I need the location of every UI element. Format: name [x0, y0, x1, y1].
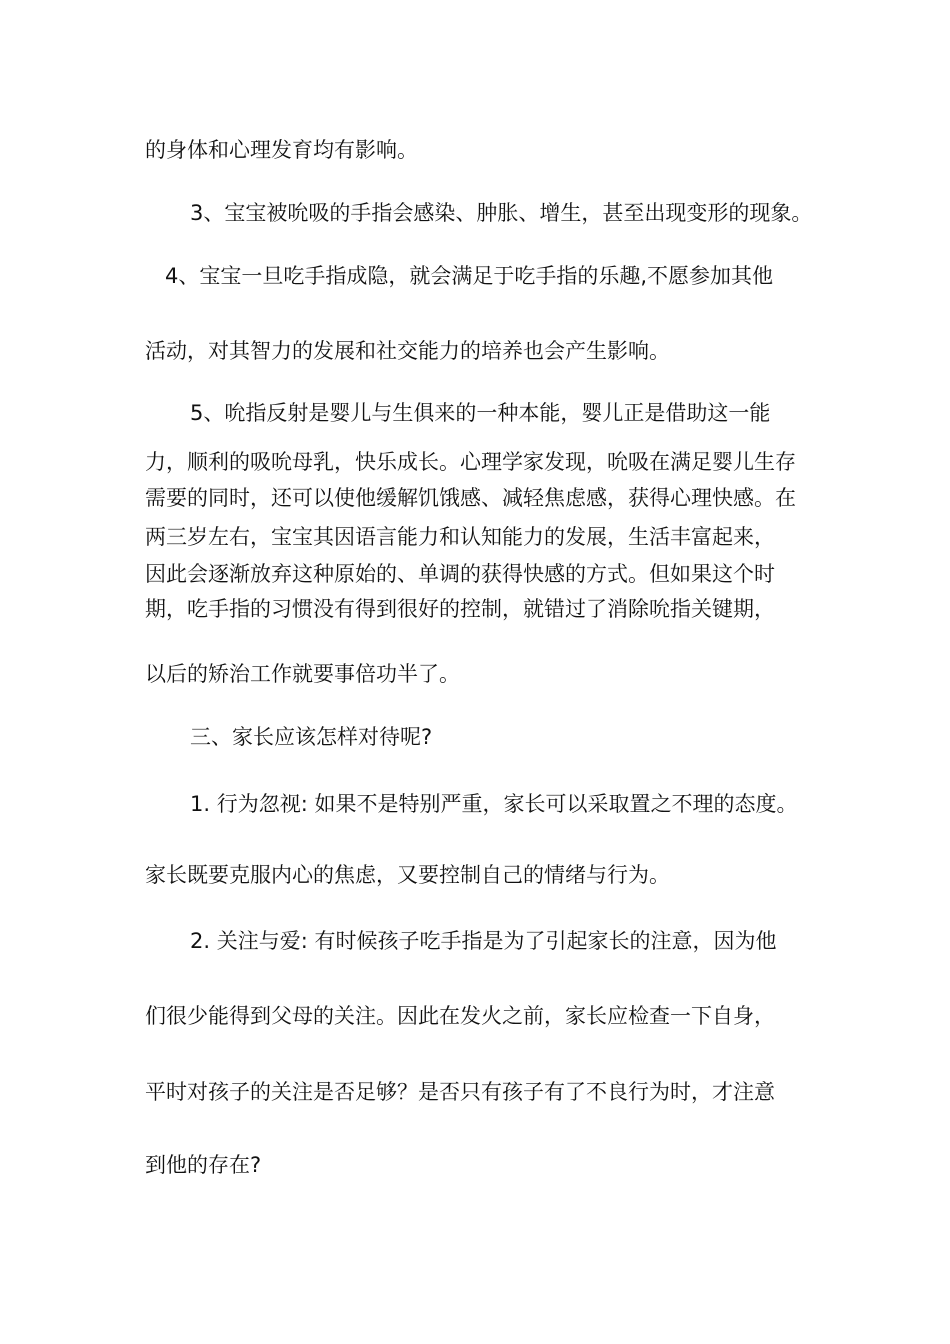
text-line: 力，顺利的吸吮母乳，快乐成长。心理学家发现，吮吸在满足婴儿生存 — [145, 450, 796, 474]
text-line: 5、吮指反射是婴儿与生俱来的一种本能，婴儿正是借助这一能 — [190, 401, 771, 425]
text-line: 两三岁左右，宝宝其因语言能力和认知能力的发展，生活丰富起来， — [145, 525, 775, 549]
text-line: 的身体和心理发育均有影响。 — [145, 138, 418, 162]
text-line: 以后的矫治工作就要事倍功半了。 — [145, 662, 460, 686]
text-line: 平时对孩子的关注是否足够？是否只有孩子有了不良行为时，才注意 — [145, 1080, 775, 1104]
text-line: 需要的同时，还可以使他缓解饥饿感、减轻焦虑感，获得心理快感。在 — [145, 486, 796, 510]
text-line: 3、宝宝被吮吸的手指会感染、肿胀、增生，甚至出现变形的现象。 — [190, 201, 813, 225]
text-line: 家长既要克服内心的焦虑，又要控制自己的情绪与行为。 — [145, 863, 670, 887]
text-line: 1. 行为忽视: 如果不是特别严重，家长可以采取置之不理的态度。 — [190, 792, 798, 816]
text-line: 因此会逐渐放弃这种原始的、单调的获得快感的方式。但如果这个时 — [145, 562, 775, 586]
text-line: 到他的存在? — [145, 1153, 262, 1177]
section-heading: 三、家长应该怎样对待呢? — [190, 725, 433, 749]
text-line: 4、宝宝一旦吃手指成隐，就会满足于吃手指的乐趣,不愿参加其他 — [165, 264, 774, 288]
text-line: 期，吃手指的习惯没有得到很好的控制，就错过了消除吮指关键期， — [145, 597, 775, 621]
text-line: 2. 关注与爱: 有时候孩子吃手指是为了引起家长的注意，因为他 — [190, 929, 777, 953]
text-line: 们很少能得到父母的关注。因此在发火之前，家长应检查一下自身， — [145, 1004, 775, 1028]
text-line: 活动，对其智力的发展和社交能力的培养也会产生影响。 — [145, 339, 670, 363]
